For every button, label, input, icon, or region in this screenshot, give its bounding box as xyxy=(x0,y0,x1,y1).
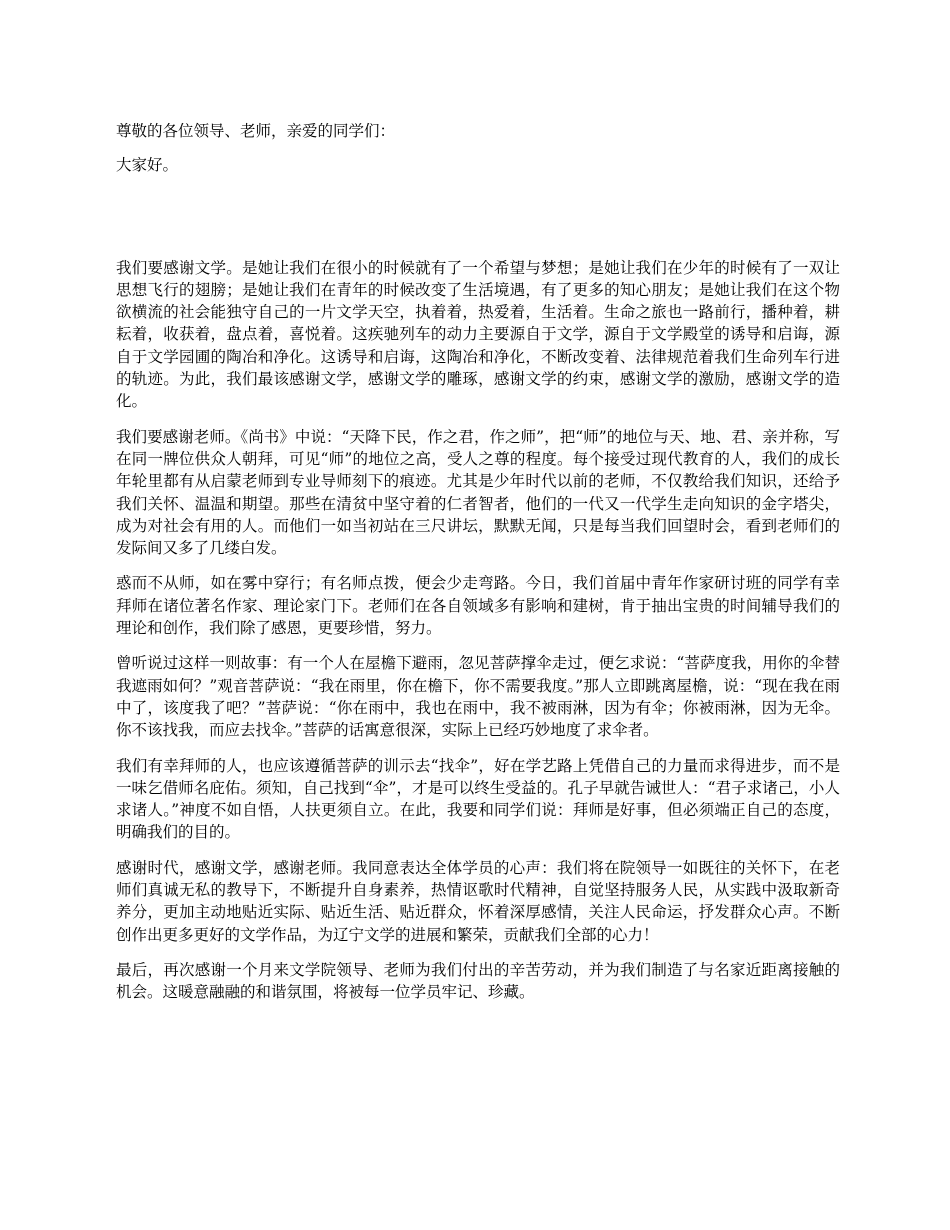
greeting: 大家好。 xyxy=(116,156,179,175)
salutation: 尊敬的各位领导、老师，亲爱的同学们： xyxy=(116,122,396,140)
paragraph-learning-from-teachers: 惑而不从师，如在雾中穿行；有名师点拨，便会少走弯路。今日，我们首届中青年作家研讨班的同学有幸拜师在诸位著名作家、理论家门下。老师们在各自领域多有影响和建树，肯于抽出宝贵的时间辅导我们的理论和创作，我们除了感恩，更要珍惜，努力。 xyxy=(116,574,840,638)
blank-space xyxy=(116,189,840,257)
paragraph-find-umbrella: 我们有幸拜师的人，也应该遵循菩萨的训示去“找伞”，好在学艺路上凭借自己的力量而求得进步，而不是一味乞借师名庇佑。须知，自己找到“伞”，才是可以终生受益的。孔子早就告诫世人：“君子求诸己，小人求诸人。”神度不如自悟，人扶更须自立。在此，我要和同学们说：拜师是好事，但必须端正自己的态度，明确我们的目的。 xyxy=(116,756,840,842)
paragraph-umbrella-story: 曾听说过这样一则故事：有一个人在屋檐下避雨，忽见菩萨撑伞走过，便乞求说：“菩萨度我，用你的伞替我遮雨如何？”观音菩萨说：“我在雨里，你在檐下，你不需要我度。”那人立即跳离屋檐，说：“现在我在雨中了，该度我了吧？”菩萨说：“你在雨中，我也在雨中，我不被雨淋，因为有伞；你被雨淋，因为无伞。你不该找我，而应去找伞。”菩萨的话寓意很深，实际上已经巧妙地度了求伞者。 xyxy=(116,654,840,740)
paragraph-closing: 最后，再次感谢一个月来文学院领导、老师为我们付出的辛苦劳动，并为我们制造了与名家近距离接触的机会。这暖意融融的和谐氛围，将被每一位学员牢记、珍藏。 xyxy=(116,960,840,1002)
paragraph-thank-literature: 我们要感谢文学。是她让我们在很小的时候就有了一个希望与梦想；是她让我们在少年的时候有了一双让思想飞行的翅膀；是她让我们在青年的时候改变了生活境遇，有了更多的知心朋友；是她让我们在这个物欲横流的社会能独守自己的一片文学天空，执着着，热爱着，生活着。生命之旅也一路前行，播种着，耕耘着，收获着，盘点着，喜悦着。这疾驰列车的动力主要源自于文学，源自于文学殿堂的诱导和启诲，源自于文学园圃的陶冶和净化。这诱导和启诲，这陶冶和净化，不断改变着、法律规范着我们生命列车行进的轨迹。为此，我们最该感谢文学，感谢文学的雕琢，感谢文学的约束，感谢文学的激励，感谢文学的造化。 xyxy=(116,258,840,411)
paragraph-pledge: 感谢时代，感谢文学，感谢老师。我同意表达全体学员的心声：我们将在院领导一如既往的关怀下，在老师们真诚无私的教导下，不断提升自身素养，热情讴歌时代精神，自觉坚持服务人民，从实践中汲取新奇养分，更加主动地贴近实际、贴近生活、贴近群众，怀着深厚感情，关注人民命运，抒发群众心声。不断创作出更多更好的文学作品，为辽宁文学的进展和繁荣，贡献我们全部的心力！ xyxy=(116,858,840,944)
speech-document xyxy=(116,120,840,1017)
paragraph-thank-teachers: 我们要感谢老师。《尚书》中说：“天降下民，作之君，作之师”，把“师”的地位与天、地、君、亲并称，写在同一牌位供众人朝拜，可见“师”的地位之高，受人之尊的程度。每个接受过现代教育的人，我们的成长年轮里都有从启蒙老师到专业导师刻下的痕迹。尤其是少年时代以前的老师，不仅教给我们知识，还给予我们关怀、温温和期望。那些在清贫中坚守着的仁者智者，他们的一代又一代学生走向知识的金字塔尖，成为对社会有用的人。而他们一如当初站在三尺讲坛，默默无闻，只是每当我们回望时会，看到老师们的发际间又多了几缕白发。 xyxy=(116,427,840,558)
